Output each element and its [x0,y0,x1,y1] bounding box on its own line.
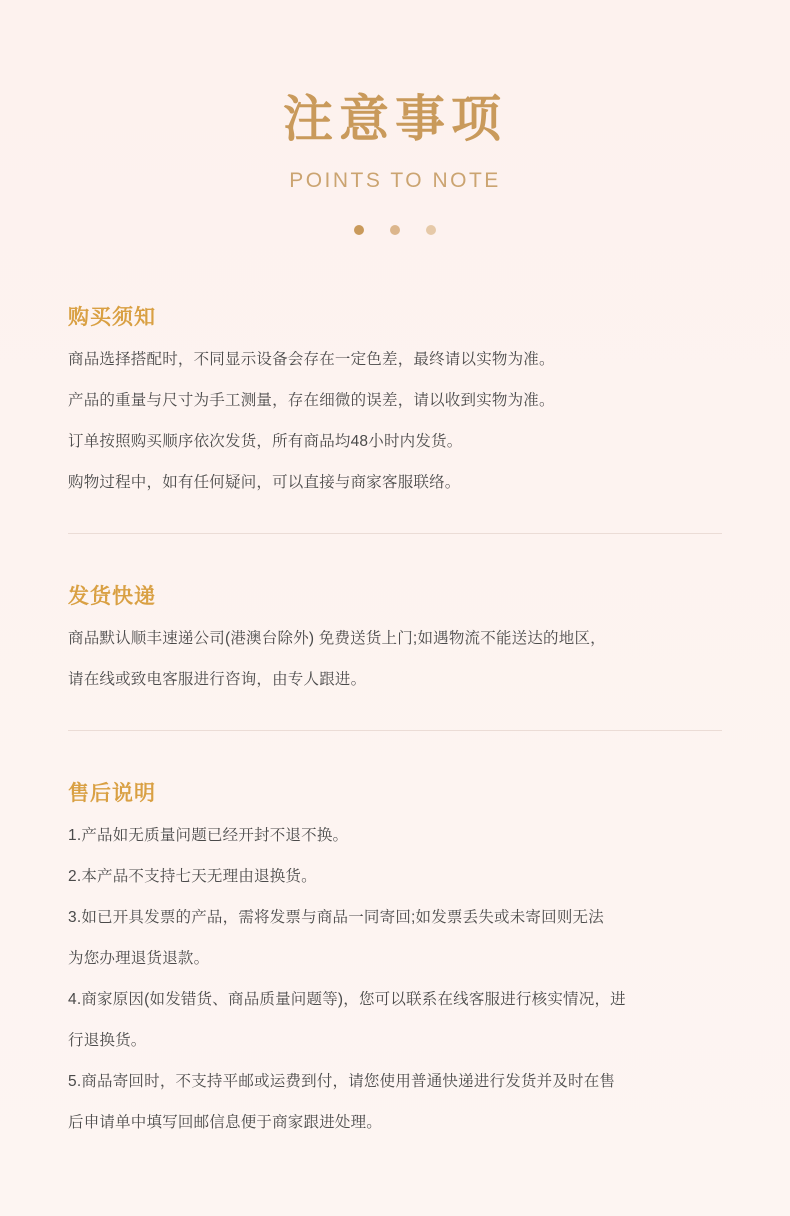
body-line: 为您办理退货退款。 [68,950,210,967]
bottom-spacer [68,1143,722,1213]
section-heading: 发货快递 [68,585,156,608]
circle-icon-1 [354,225,364,235]
section-body [68,339,722,503]
section-heading: 售后说明 [68,782,156,805]
body-line: 后申请单中填写回邮信息便于商家跟进处理。 [68,1114,383,1131]
page-title: 注意事项 [283,91,507,147]
body-line: 产品的重量与尺寸为手工测量，存在细微的误差，请以收到实物为准。 [68,392,555,409]
body-line: 1.产品如无质量问题已经开封不退不换。 [68,827,349,844]
section-heading: 购买须知 [68,306,156,329]
body-line: 2.本产品不支持七天无理由退换货。 [68,868,317,885]
notice-content [0,235,790,1213]
body-line: 订单按照购买顺序依次发货，所有商品均48小时内发货。 [68,433,463,450]
section-shipping [68,534,722,731]
circle-icon-2 [390,225,400,235]
section-purchase-notes [68,235,722,534]
section-body [68,618,722,700]
body-line: 3.如已开具发票的产品，需将发票与商品一同寄回;如发票丢失或未寄回则无法 [68,909,604,926]
body-line: 4.商家原因(如发错货、商品质量问题等)，您可以联系在线客服进行核实情况，进 [68,991,626,1008]
page-subtitle: POINTS TO NOTE [289,169,501,192]
decorative-dots [0,225,790,235]
body-line: 商品默认顺丰速递公司(港澳台除外) 免费送货上门;如遇物流不能送达的地区， [68,630,606,647]
body-line: 5.商品寄回时，不支持平邮或运费到付，请您使用普通快递进行发货并及时在售 [68,1073,616,1090]
body-line: 购物过程中，如有任何疑问，可以直接与商家客服联络。 [68,474,461,491]
section-after-sales [68,731,722,1143]
page-header [0,0,790,235]
body-line: 请在线或致电客服进行咨询，由专人跟进。 [68,671,367,688]
circle-icon-3 [426,225,436,235]
body-line: 行退换货。 [68,1032,147,1049]
body-line: 商品选择搭配时，不同显示设备会存在一定色差，最终请以实物为准。 [68,351,555,368]
section-body [68,815,722,1143]
